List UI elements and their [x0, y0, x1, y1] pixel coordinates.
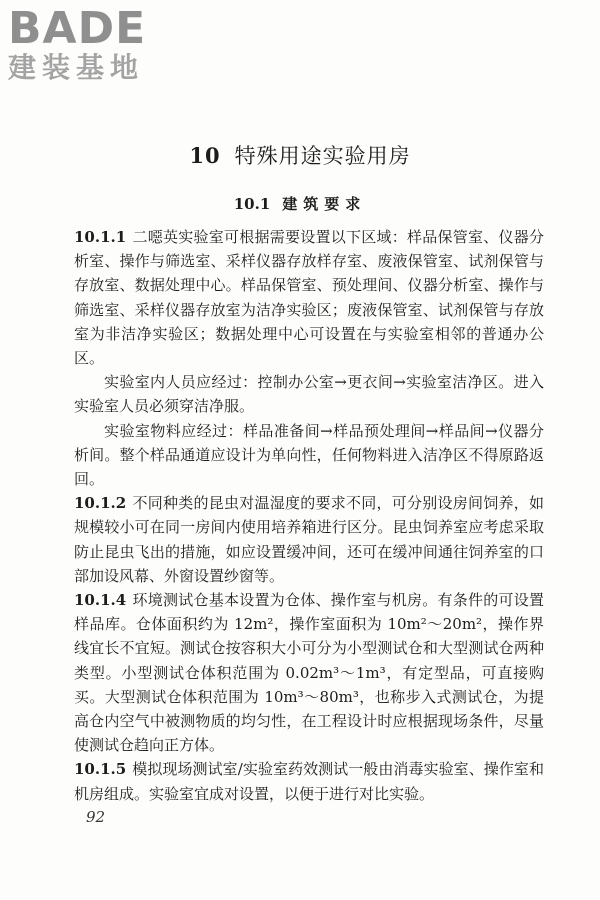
section-number: 10.1 — [233, 195, 271, 213]
clause-number: 10.1.2 — [74, 494, 127, 513]
body-text — [74, 225, 544, 806]
section-name: 建筑要求 — [282, 195, 367, 213]
clause-number: 10.1.4 — [74, 591, 127, 610]
paragraph — [74, 419, 544, 492]
paragraph-text: 模拟现场测试室/实验室药效测试一般由消毒实验室、操作室和机房组成。实验室宜成对设置，以便于进行对比实验。 — [74, 760, 544, 803]
paragraph-text: 二噁英实验室可根据需要设置以下区域：样品保管室、仪器分析室、操作与筛选室、采样仪器存放样存室、废液保管室、试剂保管与存放室、数据处理中心。样品保管室、预处理间、仪器分析室、操作与筛选室、采样仪器存放室为洁净实验区；废液保管室、试剂保管与存放室为非洁净实验区；数据处理中心可设置在与实验室相邻的普通办公区。 — [74, 228, 544, 368]
section-title — [0, 193, 600, 214]
chapter-name: 特殊用途实验用房 — [234, 144, 411, 168]
paragraph — [74, 370, 544, 418]
chapter-number: 10 — [189, 143, 221, 168]
logo-brand-en: BADE — [8, 3, 147, 54]
paragraph — [74, 225, 544, 370]
paragraph-text: 不同种类的昆虫对温湿度的要求不同，可分别设房间饲养，如规模较小可在同一房间内使用培养箱进行区分。昆虫饲养室应考虑采取防止昆虫飞出的措施，如应设置缓冲间，还可在缓冲间通往饲养室的口部加设风幕、外窗设置纱窗等。 — [74, 494, 544, 585]
clause-number: 10.1.5 — [74, 760, 127, 779]
paragraph-text: 环境测试仓基本设置为仓体、操作室与机房。有条件的可设置样品库。仓体面积约为 12m²，操作室面积为 10m²～20m²，操作界线宜长不宜短。测试仓按容积大小可分为小型测试仓和大型测试仓两种类型。小型测试仓体积范围为 0.02m³～1m³，有定型品，可直接购买。大型测试仓体积范围为 10m³～80m³，也称步入式测试仓，为提高仓内空气中被测物质的均匀性，在工程设计时应根据现场条件，尽量使测试仓趋向正方体。 — [74, 591, 544, 755]
clause-number: 10.1.1 — [74, 228, 127, 246]
paragraph — [74, 757, 544, 805]
paragraph-text: 实验室物料应经过：样品准备间→样品预处理间→样品间→仪器分析间。整个样品通道应设计为单向性，任何物料进入洁净区不得原路返回。 — [74, 421, 544, 489]
page-number: 92 — [86, 808, 106, 826]
paragraph — [74, 491, 544, 588]
logo — [8, 3, 178, 90]
paragraph — [74, 588, 544, 757]
logo-brand-cn: 建装基地 — [8, 51, 145, 84]
chapter-title — [0, 140, 600, 170]
paragraph-text: 实验室内人员应经过：控制办公室→更衣间→实验室洁净区。进入实验室人员必须穿洁净服。 — [74, 373, 544, 416]
